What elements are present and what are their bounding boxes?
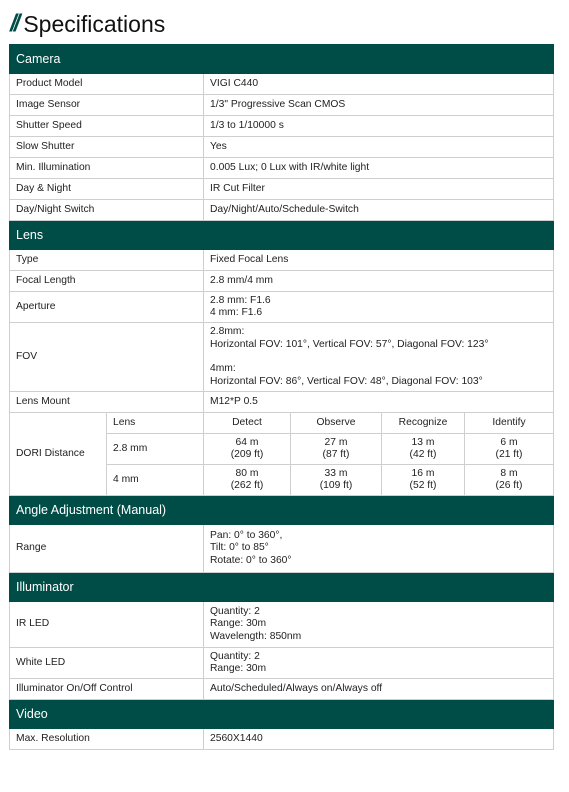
section-video: Video [10, 700, 554, 729]
row-value [204, 602, 554, 648]
row-label: FOV [10, 323, 204, 392]
row-label: Product Model [10, 74, 204, 95]
section-lens: Lens [10, 221, 554, 250]
value-line: Horizontal FOV: 101°, Vertical FOV: 57°, Diagonal FOV: 123° [210, 338, 489, 350]
row-label: Illuminator On/Off Control [10, 679, 204, 700]
dori-cell: 64 m (209 ft) [204, 434, 291, 465]
row-value: VIGI C440 [204, 74, 554, 95]
dori-cell: 8 m (26 ft) [465, 465, 554, 496]
row-value: 1/3" Progressive Scan CMOS [204, 95, 554, 116]
row-value: 0.005 Lux; 0 Lux with IR/white light [204, 158, 554, 179]
value-line: Range: 30m [210, 663, 267, 674]
page-heading [10, 8, 165, 40]
dori-cell: 6 m (21 ft) [465, 434, 554, 465]
dori-header: Observe [291, 413, 382, 434]
value-line: Quantity: 2 [210, 605, 260, 617]
row-label: IR LED [10, 602, 204, 648]
row-label: Day/Night Switch [10, 200, 204, 221]
section-camera: Camera [10, 45, 554, 74]
row-label: Slow Shutter [10, 137, 204, 158]
section-angle-adjustment: Angle Adjustment (Manual) [10, 496, 554, 525]
row-value [204, 292, 554, 323]
dori-lens: 2.8 mm [107, 434, 204, 465]
value-line: 4mm: [210, 363, 236, 374]
value-line: Wavelength: 850nm [210, 630, 302, 642]
dori-label: DORI Distance [10, 413, 107, 496]
row-value: Day/Night/Auto/Schedule-Switch [204, 200, 554, 221]
dori-header: Detect [204, 413, 291, 434]
row-label: Type [10, 250, 204, 271]
value-line: Rotate: 0° to 360° [210, 554, 292, 566]
value-line: Horizontal FOV: 86°, Vertical FOV: 48°, Diagonal FOV: 103° [210, 375, 483, 387]
dori-cell: 27 m (87 ft) [291, 434, 382, 465]
dori-header: Recognize [382, 413, 465, 434]
row-value [204, 525, 554, 573]
row-label: White LED [10, 648, 204, 679]
row-label: Max. Resolution [10, 729, 204, 750]
row-value: 1/3 to 1/10000 s [204, 116, 554, 137]
row-value: M12*P 0.5 [204, 392, 554, 413]
value-line: Tilt: 0° to 85° [210, 542, 269, 554]
value-line: 4 mm: F1.6 [210, 307, 263, 318]
row-value [204, 648, 554, 679]
row-value: Fixed Focal Lens [204, 250, 554, 271]
value-line: Range: 30m [210, 618, 267, 630]
dori-cell: 13 m (42 ft) [382, 434, 465, 465]
dori-cell: 80 m (262 ft) [204, 465, 291, 496]
value-line: 2.8mm: [210, 326, 245, 337]
row-value: 2560X1440 [204, 729, 554, 750]
row-label: Image Sensor [10, 95, 204, 116]
row-label: Focal Length [10, 271, 204, 292]
row-value: Yes [204, 137, 554, 158]
value-line: Pan: 0° to 360°, [210, 529, 283, 541]
slash-logo-icon: // [10, 10, 18, 37]
dori-cell: 33 m (109 ft) [291, 465, 382, 496]
spec-table [9, 44, 554, 750]
row-value: Auto/Scheduled/Always on/Always off [204, 679, 554, 700]
row-value [204, 323, 554, 392]
dori-header: Identify [465, 413, 554, 434]
section-illuminator: Illuminator [10, 573, 554, 602]
row-value: IR Cut Filter [204, 179, 554, 200]
value-line: 2.8 mm: F1.6 [210, 294, 271, 306]
row-label: Day & Night [10, 179, 204, 200]
dori-header: Lens [107, 413, 204, 434]
row-label: Range [10, 525, 204, 573]
row-label: Min. Illumination [10, 158, 204, 179]
dori-lens: 4 mm [107, 465, 204, 496]
row-label: Lens Mount [10, 392, 204, 413]
row-label: Shutter Speed [10, 116, 204, 137]
page-title: Specifications [23, 10, 166, 37]
dori-cell: 16 m (52 ft) [382, 465, 465, 496]
value-line: Quantity: 2 [210, 650, 260, 662]
row-label: Aperture [10, 292, 204, 323]
row-value: 2.8 mm/4 mm [204, 271, 554, 292]
